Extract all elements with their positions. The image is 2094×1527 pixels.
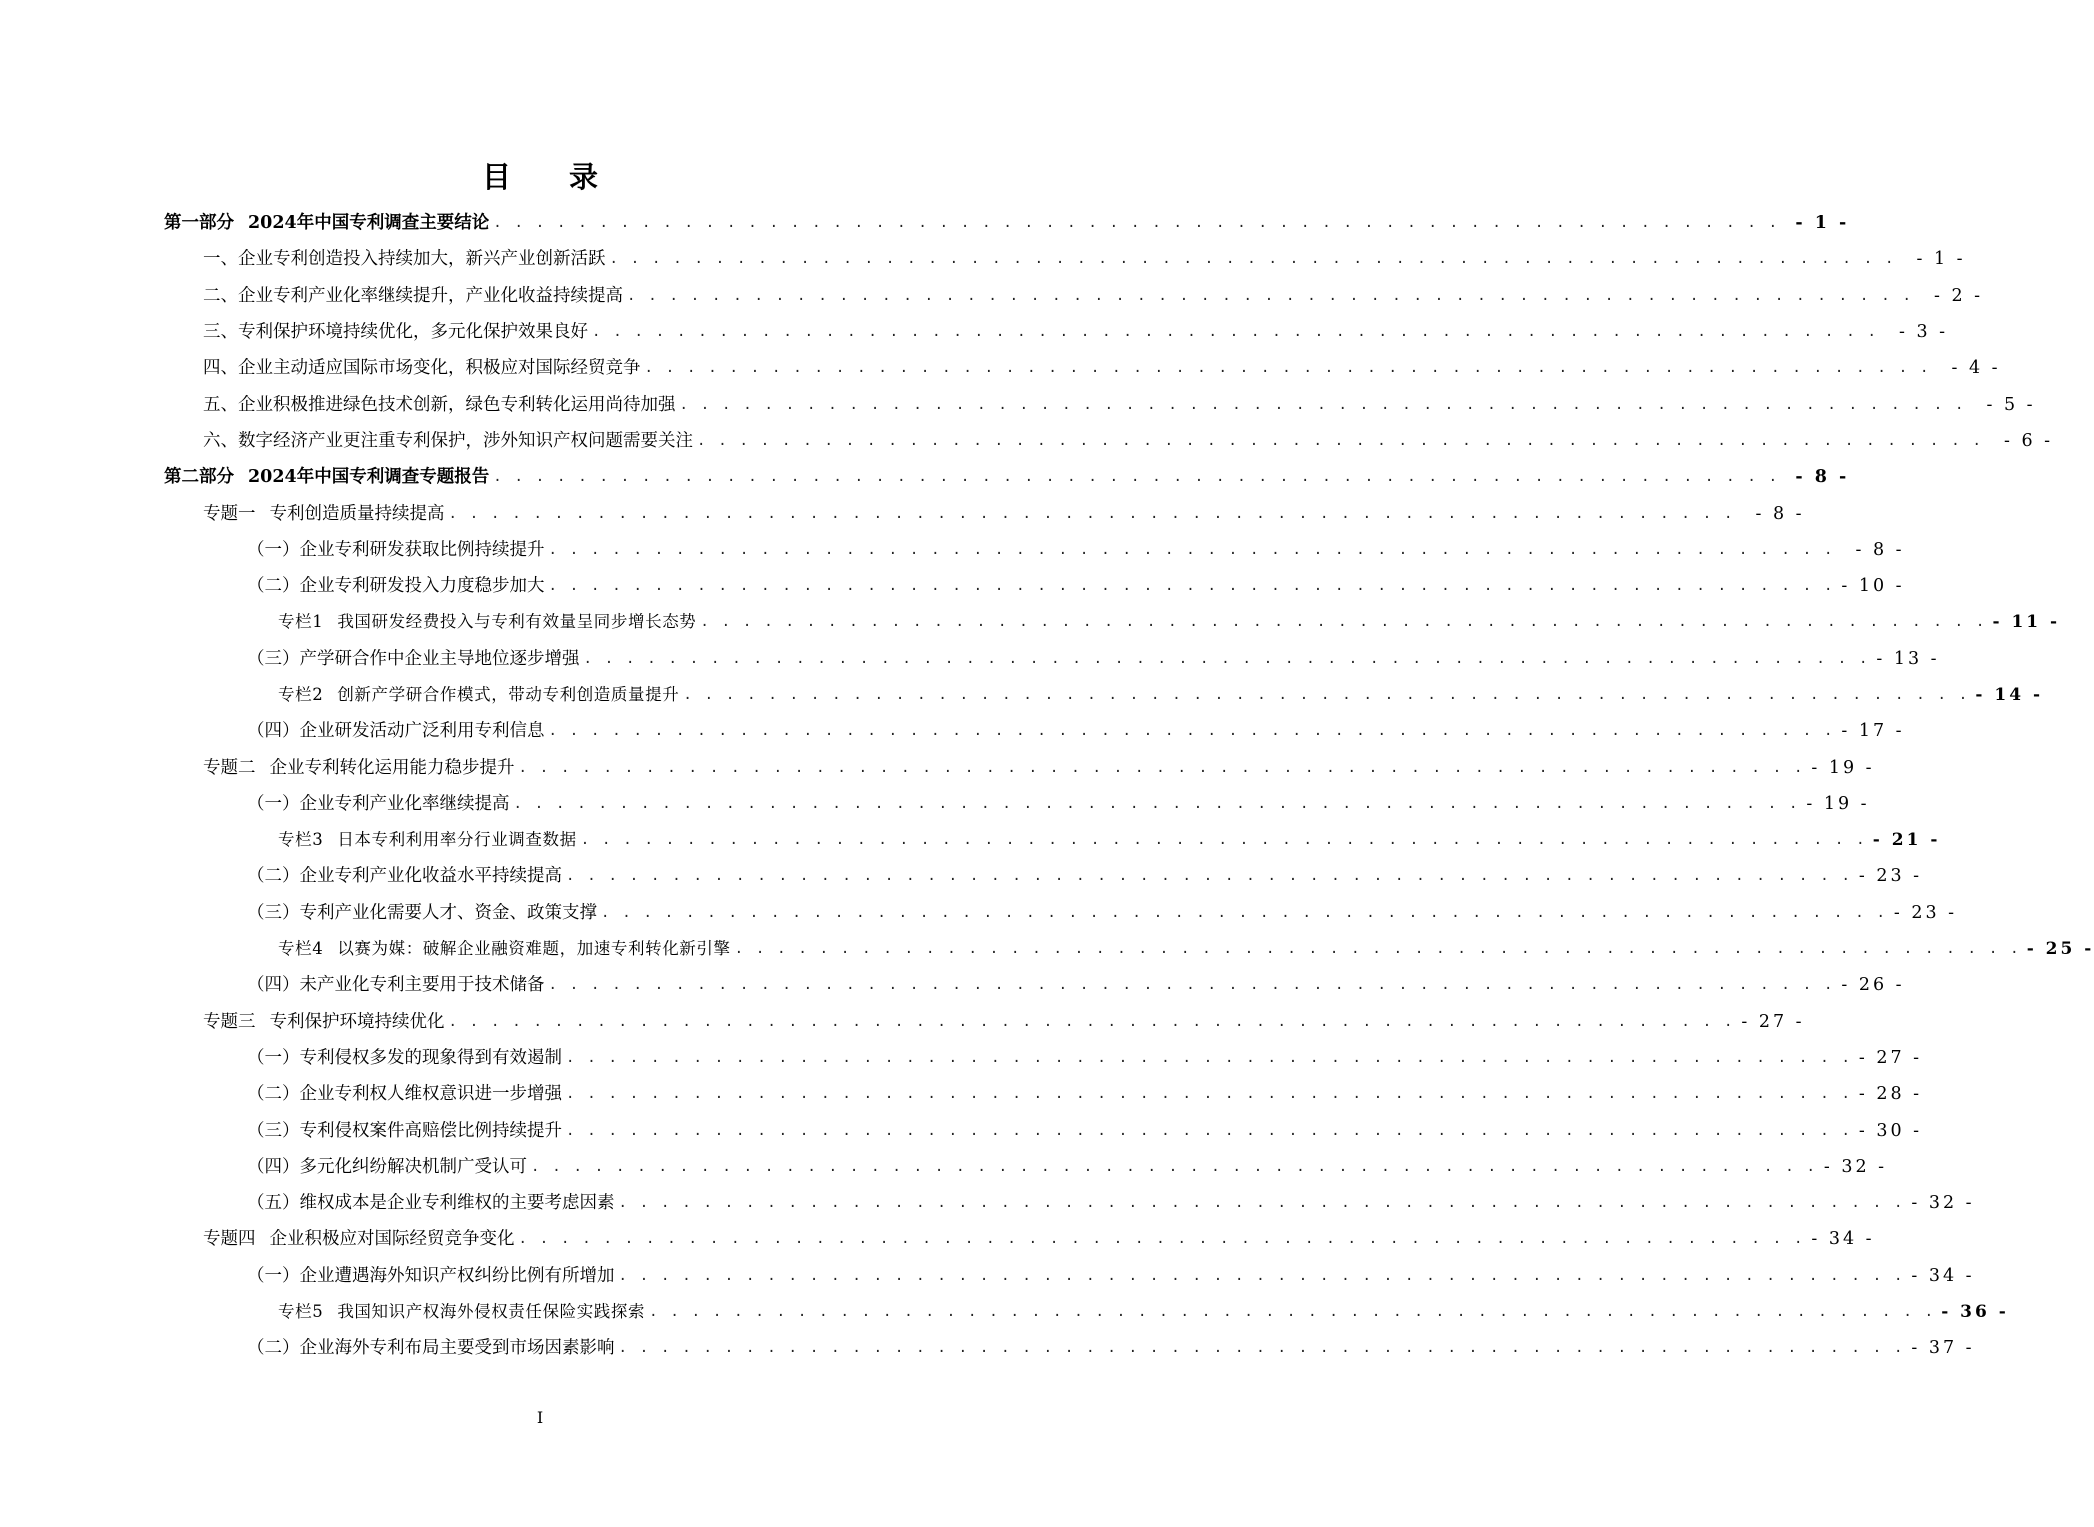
toc-entry-text: （一）企业专利产业化率继续提高 <box>247 793 510 814</box>
toc-entry-text: 二、企业专利产业化率继续提升，产业化收益持续提高 <box>203 285 623 306</box>
toc-entry-text: 专利保护环境持续优化 <box>269 1011 445 1032</box>
toc-entry-label <box>203 356 641 380</box>
toc-entry-label <box>278 937 731 961</box>
toc-entry-text: 四、企业主动适应国际市场变化，积极应对国际经贸竞争 <box>203 358 641 379</box>
toc-entry-label <box>247 901 597 925</box>
toc-entry[interactable] <box>0 749 1875 785</box>
toc-entry-text: 以赛为媒：破解企业融资难题，加速专利转化新引擎 <box>337 939 731 959</box>
toc-entry-text: 我国研发经费投入与专利有效量呈同步增长态势 <box>337 612 697 632</box>
toc-entry-prefix: 专题三 <box>203 1011 256 1032</box>
dot-leader: . . . . . . . . . . . . . . . . . . . . . . . . . . . . . . . . . . . . . . . . . . . . . . . . . . . . . . . . . . . . . <box>513 795 1800 812</box>
dot-leader: . . . . . . . . . . . . . . . . . . . . . . . . . . . . . . . . . . . . . . . . . . . . . . . . . . . . . . . . . . . . . <box>609 251 1896 268</box>
toc-entry[interactable] <box>0 1185 1975 1221</box>
dot-leader: . . . . . . . . . . . . . . . . . . . . . . . . . . . . . . . . . . . . . . . . . . . . . . . . . . . . . . . . . . . . . <box>548 541 1835 558</box>
toc-entry[interactable] <box>0 568 1905 604</box>
toc-entry[interactable] <box>0 1112 1923 1148</box>
toc-entry[interactable] <box>0 1004 1805 1040</box>
toc-entry-text: （三）专利产业化需要人才、资金、政策支撑 <box>247 902 597 923</box>
dot-leader: . . . . . . . . . . . . . . . . . . . . . . . . . . . . . . . . . . . . . . . . . . . . . . . . . . . . . . . . . . . . . <box>734 941 2021 958</box>
toc-entry-label <box>278 828 577 852</box>
toc-entry-prefix: 专题四 <box>203 1229 256 1250</box>
dot-leader: . . . . . . . . . . . . . . . . . . . . . . . . . . . . . . . . . . . . . . . . . . . . . . . . . . . . . . . . . . . . . <box>566 868 1853 885</box>
toc-entry-page: - 28 - <box>1858 1084 1923 1105</box>
toc-entry[interactable] <box>0 1294 2009 1330</box>
toc-entry-label <box>247 1336 615 1360</box>
toc-entry-page: - 3 - <box>1898 322 1949 343</box>
dot-leader: . . . . . . . . . . . . . . . . . . . . . . . . . . . . . . . . . . . . . . . . . . . . . . . . . . . . . . . . . . . . . <box>566 1049 1853 1066</box>
toc-entry-text: （一）专利侵权多发的现象得到有效遏制 <box>247 1047 562 1068</box>
toc-entry[interactable] <box>0 495 1805 531</box>
dot-leader: . . . . . . . . . . . . . . . . . . . . . . . . . . . . . . . . . . . . . . . . . . . . . . . . . . . . . . . . . . . . . <box>548 723 1835 740</box>
toc-entry-text: （一）企业遭遇海外知识产权纠纷比例有所增加 <box>247 1265 615 1286</box>
toc-entry-label <box>247 973 545 997</box>
toc-entry-label <box>164 211 489 235</box>
dot-leader: . . . . . . . . . . . . . . . . . . . . . . . . . . . . . . . . . . . . . . . . . . . . . . . . . . . . . . . . . . . . . <box>700 614 1987 631</box>
toc-entry[interactable] <box>0 350 2001 386</box>
toc-entry-page: - 4 - <box>1951 358 2001 379</box>
toc-entry-text: 创新产学研合作模式，带动专利创造质量提升 <box>337 685 680 704</box>
toc-entry-page: - 11 - <box>1992 612 2061 633</box>
toc-entry-text: （四）企业研发活动广泛利用专利信息 <box>247 721 545 742</box>
toc-entry-text: 三、专利保护环境持续优化，多元化保护效果良好 <box>203 322 588 343</box>
dot-leader: . . . . . . . . . . . . . . . . . . . . . . . . . . . . . . . . . . . . . . . . . . . . . . . . . . . . . . . . . . . . . <box>679 396 1966 413</box>
toc-entry-prefix: 专栏2 <box>278 685 324 704</box>
toc-entry[interactable] <box>0 822 1941 858</box>
toc-entry[interactable] <box>0 858 1923 894</box>
table-of-contents <box>0 205 2094 1367</box>
toc-entry-page: - 8 - <box>1795 467 1850 488</box>
toc-entry[interactable] <box>0 677 2043 713</box>
toc-entry-page: - 19 - <box>1811 757 1875 778</box>
toc-entry-text: 企业积极应对国际经贸竞争变化 <box>269 1229 515 1250</box>
toc-entry-label <box>247 647 580 671</box>
toc-entry-label <box>278 683 679 707</box>
toc-entry[interactable] <box>0 386 2036 422</box>
dot-leader: . . . . . . . . . . . . . . . . . . . . . . . . . . . . . . . . . . . . . . . . . . . . . . . . . . . . . . . . . . . . . <box>618 1195 1905 1212</box>
dot-leader: . . . . . . . . . . . . . . . . . . . . . . . . . . . . . . . . . . . . . . . . . . . . . . . . . . . . . . . . . . . . . <box>583 650 1870 667</box>
toc-entry-text: 2024年中国专利调查主要结论 <box>248 213 490 234</box>
toc-entry-text: （四）未产业化专利主要用于技术储备 <box>247 975 545 996</box>
toc-entry-label <box>203 1227 515 1251</box>
toc-entry-label <box>164 465 489 489</box>
toc-entry-label <box>247 1155 527 1179</box>
toc-entry-text: 日本专利利用率分行业调查数据 <box>337 830 577 850</box>
toc-entry-page: - 23 - <box>1858 866 1923 887</box>
toc-entry-page: - 23 - <box>1893 902 1958 923</box>
toc-entry-label <box>203 284 623 308</box>
dot-leader: . . . . . . . . . . . . . . . . . . . . . . . . . . . . . . . . . . . . . . . . . . . . . . . . . . . . . . . . . . . . . <box>548 977 1835 994</box>
toc-entry-page: - 14 - <box>1975 685 2043 705</box>
toc-entry[interactable] <box>0 604 2061 640</box>
toc-entry[interactable] <box>0 1040 1923 1076</box>
toc-entry-prefix: 专题一 <box>203 503 256 524</box>
page-number: I <box>536 1408 544 1427</box>
dot-leader: . . . . . . . . . . . . . . . . . . . . . . . . . . . . . . . . . . . . . . . . . . . . . . . . . . . . . . . . . . . . . <box>493 469 1780 486</box>
toc-entry-prefix: 专栏1 <box>278 612 324 632</box>
toc-entry-prefix: 第一部分 <box>164 213 234 234</box>
toc-entry[interactable] <box>0 1330 1975 1366</box>
toc-entry[interactable] <box>0 1149 1888 1185</box>
toc-entry-label <box>247 1191 615 1215</box>
toc-entry-label <box>247 792 510 816</box>
toc-entry-page: - 32 - <box>1911 1193 1975 1214</box>
toc-entry-text: （二）企业专利权人维权意识进一步增强 <box>247 1084 562 1105</box>
dot-leader: . . . . . . . . . . . . . . . . . . . . . . . . . . . . . . . . . . . . . . . . . . . . . . . . . . . . . . . . . . . . . <box>618 1340 1905 1357</box>
toc-entry[interactable] <box>0 423 2054 459</box>
toc-entry-label <box>247 1264 615 1288</box>
toc-entry-label <box>247 574 545 598</box>
toc-entry[interactable] <box>0 895 1958 931</box>
toc-entry[interactable] <box>0 641 1940 677</box>
toc-entry-page: - 34 - <box>1911 1265 1975 1286</box>
toc-entry-page: - 1 - <box>1795 213 1850 234</box>
toc-entry-page: - 1 - <box>1916 249 1966 270</box>
dot-leader: . . . . . . . . . . . . . . . . . . . . . . . . . . . . . . . . . . . . . . . . . . . . . . . . . . . . . . . . . . . . . <box>580 832 1867 849</box>
toc-entry-page: - 25 - <box>2026 939 2094 960</box>
toc-entry-text: 我国知识产权海外侵权责任保险实践探索 <box>337 1302 646 1322</box>
toc-entry-page: - 17 - <box>1841 721 1905 742</box>
toc-entry-text: （二）企业海外专利布局主要受到市场因素影响 <box>247 1338 615 1359</box>
toc-entry-prefix: 专栏5 <box>278 1302 324 1322</box>
dot-leader: . . . . . . . . . . . . . . . . . . . . . . . . . . . . . . . . . . . . . . . . . . . . . . . . . . . . . . . . . . . . . <box>697 432 1984 449</box>
toc-entry-page: - 10 - <box>1841 576 1905 597</box>
toc-entry-text: （一）企业专利研发获取比例持续提升 <box>247 539 545 560</box>
toc-entry[interactable] <box>0 314 1949 350</box>
toc-entry[interactable] <box>0 786 1870 822</box>
toc-entry-text: 一、企业专利创造投入持续加大，新兴产业创新活跃 <box>203 249 606 270</box>
toc-entry-text: （三）产学研合作中企业主导地位逐步增强 <box>247 648 580 669</box>
toc-entry-label <box>247 1082 562 1106</box>
toc-entry-label <box>203 502 445 526</box>
toc-entry-page: - 32 - <box>1823 1156 1888 1177</box>
toc-entry[interactable] <box>0 967 1905 1003</box>
dot-leader: . . . . . . . . . . . . . . . . . . . . . . . . . . . . . . . . . . . . . . . . . . . . . . . . . . . . . . . . . . . . . <box>493 215 1780 232</box>
toc-entry-page: - 27 - <box>1741 1011 1805 1032</box>
toc-entry-text: （二）企业专利研发投入力度稳步加大 <box>247 576 545 597</box>
toc-entry-page: - 37 - <box>1911 1338 1975 1359</box>
toc-entry-page: - 6 - <box>2003 430 2054 451</box>
toc-entry[interactable] <box>0 1221 1875 1257</box>
toc-entry-text: 五、企业积极推进绿色技术创新，绿色专利转化运用尚待加强 <box>203 394 676 415</box>
toc-entry-prefix: 专栏4 <box>278 939 324 959</box>
toc-entry-label <box>203 247 606 271</box>
dot-leader: . . . . . . . . . . . . . . . . . . . . . . . . . . . . . . . . . . . . . . . . . . . . . . . . . . . . . . . . . . . . . <box>566 1122 1853 1139</box>
toc-entry[interactable] <box>0 931 2094 967</box>
dot-leader: . . . . . . . . . . . . . . . . . . . . . . . . . . . . . . . . . . . . . . . . . . . . . . . . . . . . . . . . . . . . . <box>644 360 1931 377</box>
toc-entry-page: - 21 - <box>1872 830 1941 851</box>
toc-entry-prefix: 第二部分 <box>164 467 234 488</box>
toc-entry-label <box>247 538 545 562</box>
toc-entry-label <box>278 1300 645 1324</box>
toc-entry-label <box>247 1119 562 1143</box>
toc-entry-page: - 27 - <box>1858 1047 1923 1068</box>
toc-entry[interactable] <box>0 1076 1923 1112</box>
toc-entry[interactable] <box>0 532 1905 568</box>
toc-entry-label <box>247 864 562 888</box>
toc-entry-page: - 8 - <box>1855 539 1905 560</box>
dot-leader: . . . . . . . . . . . . . . . . . . . . . . . . . . . . . . . . . . . . . . . . . . . . . . . . . . . . . . . . . . . . . <box>518 759 1805 776</box>
toc-entry[interactable] <box>0 1258 1975 1294</box>
toc-entry-label <box>203 1010 445 1034</box>
dot-leader: . . . . . . . . . . . . . . . . . . . . . . . . . . . . . . . . . . . . . . . . . . . . . . . . . . . . . . . . . . . . . <box>618 1267 1905 1284</box>
dot-leader: . . . . . . . . . . . . . . . . . . . . . . . . . . . . . . . . . . . . . . . . . . . . . . . . . . . . . . . . . . . . . <box>548 578 1835 595</box>
toc-entry-label <box>203 320 588 344</box>
toc-entry-text: 专利创造质量持续提高 <box>269 503 445 524</box>
toc-entry-label <box>278 610 696 634</box>
page-title: 目 录 <box>481 160 623 195</box>
toc-entry-label <box>247 1046 562 1070</box>
dot-leader: . . . . . . . . . . . . . . . . . . . . . . . . . . . . . . . . . . . . . . . . . . . . . . . . . . . . . . . . . . . . . <box>566 1086 1853 1103</box>
toc-entry-page: - 30 - <box>1858 1120 1923 1141</box>
dot-leader: . . . . . . . . . . . . . . . . . . . . . . . . . . . . . . . . . . . . . . . . . . . . . . . . . . . . . . . . . . . . . <box>592 324 1879 341</box>
toc-entry[interactable] <box>0 205 1850 241</box>
dot-leader: . . . . . . . . . . . . . . . . . . . . . . . . . . . . . . . . . . . . . . . . . . . . . . . . . . . . . . . . . . . . . <box>683 687 1970 703</box>
toc-entry-page: - 34 - <box>1811 1229 1875 1250</box>
toc-entry-label <box>203 393 676 417</box>
toc-entry-prefix: 专栏3 <box>278 830 324 850</box>
toc-entry-page: - 26 - <box>1841 975 1905 996</box>
dot-leader: . . . . . . . . . . . . . . . . . . . . . . . . . . . . . . . . . . . . . . . . . . . . . . . . . . . . . . . . . . . . . <box>448 505 1735 522</box>
dot-leader: . . . . . . . . . . . . . . . . . . . . . . . . . . . . . . . . . . . . . . . . . . . . . . . . . . . . . . . . . . . . . <box>518 1231 1805 1248</box>
toc-entry-text: （三）专利侵权案件高赔偿比例持续提升 <box>247 1120 562 1141</box>
toc-entry-text: （二）企业专利产业化收益水平持续提高 <box>247 866 562 887</box>
dot-leader: . . . . . . . . . . . . . . . . . . . . . . . . . . . . . . . . . . . . . . . . . . . . . . . . . . . . . . . . . . . . . <box>601 904 1888 921</box>
toc-entry[interactable] <box>0 713 1905 749</box>
toc-entry-page: - 36 - <box>1941 1302 2009 1323</box>
toc-entry[interactable] <box>0 241 1966 277</box>
toc-entry-page: - 19 - <box>1806 793 1870 814</box>
toc-entry-text: （五）维权成本是企业专利维权的主要考虑因素 <box>247 1193 615 1214</box>
toc-entry-page: - 2 - <box>1933 285 1984 306</box>
toc-entry-prefix: 专题二 <box>203 757 256 778</box>
toc-entry[interactable] <box>0 459 1850 495</box>
toc-entry-text: 六、数字经济产业更注重专利保护，涉外知识产权问题需要关注 <box>203 430 693 451</box>
toc-entry-label <box>247 719 545 743</box>
dot-leader: . . . . . . . . . . . . . . . . . . . . . . . . . . . . . . . . . . . . . . . . . . . . . . . . . . . . . . . . . . . . . <box>448 1013 1735 1030</box>
toc-entry-page: - 8 - <box>1755 503 1805 524</box>
toc-entry-label <box>203 756 515 780</box>
dot-leader: . . . . . . . . . . . . . . . . . . . . . . . . . . . . . . . . . . . . . . . . . . . . . . . . . . . . . . . . . . . . . <box>531 1158 1818 1175</box>
toc-entry-text: 企业专利转化运用能力稳步提升 <box>269 757 515 778</box>
dot-leader: . . . . . . . . . . . . . . . . . . . . . . . . . . . . . . . . . . . . . . . . . . . . . . . . . . . . . . . . . . . . . <box>649 1304 1936 1321</box>
toc-entry[interactable] <box>0 278 1984 314</box>
toc-entry-text: （四）多元化纠纷解决机制广受认可 <box>247 1156 527 1177</box>
toc-entry-text: 2024年中国专利调查专题报告 <box>248 467 490 488</box>
toc-entry-page: - 5 - <box>1986 394 2036 415</box>
dot-leader: . . . . . . . . . . . . . . . . . . . . . . . . . . . . . . . . . . . . . . . . . . . . . . . . . . . . . . . . . . . . . <box>627 287 1914 304</box>
toc-entry-page: - 13 - <box>1876 648 1940 669</box>
toc-entry-label <box>203 429 693 453</box>
